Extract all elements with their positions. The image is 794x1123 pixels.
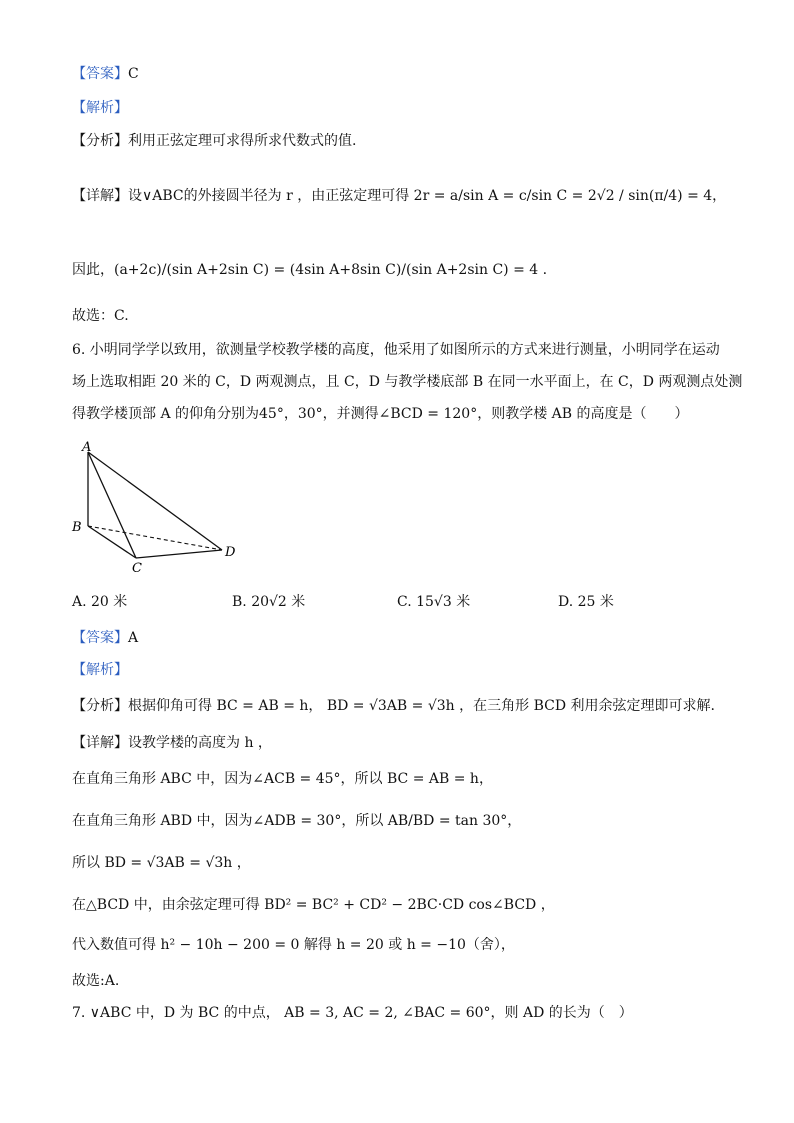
q6-stem-line-3 xyxy=(72,404,689,424)
option-b: B. 20√2 米 xyxy=(232,594,306,610)
choose-text: 故选:A. xyxy=(72,973,120,989)
edge-BD-dashed xyxy=(88,526,222,550)
yinci-label: 因此， xyxy=(72,262,114,278)
detail-6: 代入数值可得 h² − 10h − 200 = 0 解得 h = 20 或 h = −10（舍）， xyxy=(72,937,515,953)
q6-stem-line-1 xyxy=(72,340,720,360)
label-D: D xyxy=(225,545,236,560)
answer-tag: 【答案】 xyxy=(72,630,128,646)
q6-detail-line-3 xyxy=(72,811,521,831)
q5-answer-line xyxy=(72,64,139,84)
detail-text: 设教学楼的高度为 h ， xyxy=(128,735,272,751)
option-d: D. 25 米 xyxy=(558,594,614,610)
choose-text: 故选：C. xyxy=(72,308,129,324)
q7-stem: 7. ∨ABC 中，D 为 BC 的中点， AB = 3, AC = 2, ∠BAC = 60°，则 AD 的长为（ ） xyxy=(72,1005,633,1021)
detail-3-frac: AB/BD = tan 30°， xyxy=(387,813,522,829)
detail-equation: 2r = a/sin A = c/sin C = 2√2 / sin(π/4) = 4， xyxy=(413,188,727,204)
label-B: B xyxy=(72,520,82,535)
q6-choose-line xyxy=(72,971,119,991)
fenxi-tag: 【分析】 xyxy=(72,698,128,714)
q7-stem-line xyxy=(72,1003,633,1023)
yinci-equation: (a+2c)/(sin A+2sin C) = (4sin A+8sin C)/(sin A+2sin C) = 4 . xyxy=(114,262,548,278)
q6-detail-line-5 xyxy=(72,895,555,915)
q6-stem-1: 6. 小明同学学以致用，欲测量学校教学楼的高度，他采用了如图所示的方式来进行测量，小明同学在运动 xyxy=(72,342,720,358)
edge-AD xyxy=(88,452,222,550)
q6-stem-3: 得教学楼顶部 A 的仰角分别为45°，30°，并测得∠BCD = 120°，则教学楼 AB 的高度是（ ） xyxy=(72,406,689,422)
q6-detail-line-1 xyxy=(72,733,272,753)
q5-choose-line xyxy=(72,306,129,326)
q5-detail-line xyxy=(72,186,726,206)
answer-value: C xyxy=(128,66,139,82)
edge-CD xyxy=(136,550,222,558)
answer-tag: 【答案】 xyxy=(72,66,128,82)
detail-4: 所以 BD = √3AB = √3h ， xyxy=(72,855,251,871)
q6-figure xyxy=(70,438,250,578)
option-a: A. 20 米 xyxy=(72,594,128,610)
q6-answer-line xyxy=(72,628,138,648)
q5-fenxi-line xyxy=(72,131,356,151)
q6-stem-line-2 xyxy=(72,372,742,392)
q6-fenxi-line xyxy=(72,696,715,716)
q6-analysis-line xyxy=(72,660,128,680)
label-C: C xyxy=(132,561,142,576)
fenxi-tag: 【分析】 xyxy=(72,133,128,149)
q6-detail-line-6 xyxy=(72,935,515,955)
q5-yinci-line xyxy=(72,260,547,280)
answer-value: A xyxy=(128,630,139,646)
q6-detail-line-4 xyxy=(72,853,251,873)
label-A: A xyxy=(82,440,92,455)
detail-text: 设∨ABC的外接圆半径为 r ，由正弦定理可得 xyxy=(128,188,410,204)
q5-analysis-line xyxy=(72,98,128,118)
option-c: C. 15√3 米 xyxy=(397,594,471,610)
detail-2: 在直角三角形 ABC 中，因为∠ACB = 45°，所以 BC = AB = h， xyxy=(72,771,493,787)
detail-tag: 【详解】 xyxy=(72,735,128,751)
fenxi-text: 根据仰角可得 BC = AB = h， BD = √3AB = √3h ，在三角形 BCD 利用余弦定理即可求解. xyxy=(128,698,715,714)
q6-stem-2: 场上选取相距 20 米的 C，D 两观测点，且 C，D 与教学楼底部 B 在同一水平面上，在 C，D 两观测点处测 xyxy=(72,374,743,390)
detail-tag: 【详解】 xyxy=(72,188,128,204)
analysis-tag: 【解析】 xyxy=(72,100,128,116)
fenxi-text: 利用正弦定理可求得所求代数式的值. xyxy=(128,133,357,149)
detail-5: 在△BCD 中，由余弦定理可得 BD² = BC² + CD² − 2BC·CD cos∠BCD ， xyxy=(72,897,555,913)
q6-detail-line-2 xyxy=(72,769,493,789)
detail-3-pre: 在直角三角形 ABD 中，因为∠ADB = 30°，所以 xyxy=(72,813,384,829)
analysis-tag: 【解析】 xyxy=(72,662,128,678)
